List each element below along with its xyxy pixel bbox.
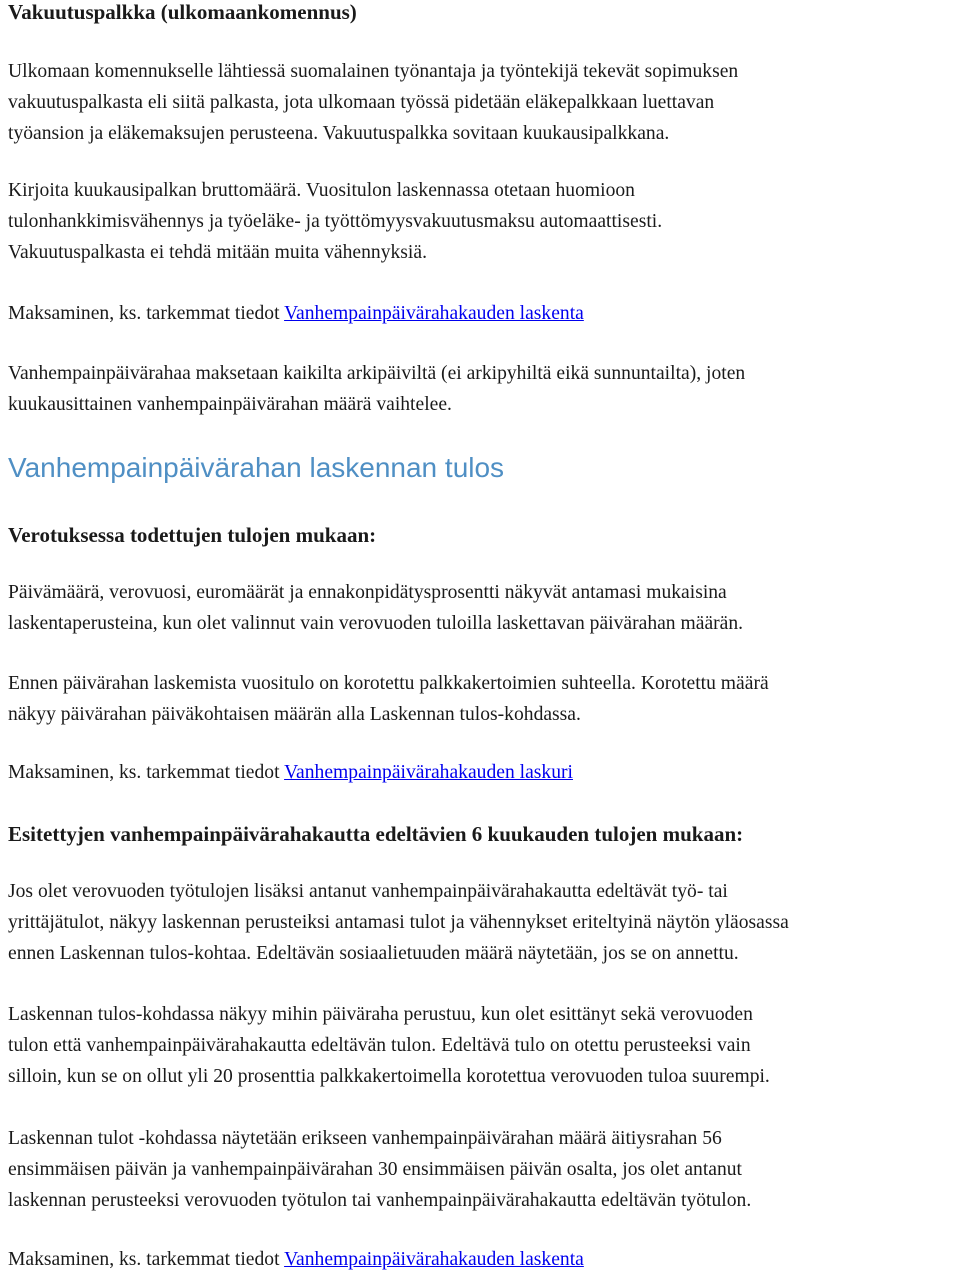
text-line: Vakuutuspalkasta ei tehdä mitään muita vähennyksiä. [8, 242, 427, 264]
text-line: Ulkomaan komennukselle lähtiessä suomalainen työnantaja ja työntekijä tekevät sopimuksen [8, 61, 739, 82]
text-line: työansion ja eläkemaksujen perusteena. Vakuutuspalkka sovitaan kuukausipalkkana. [8, 123, 670, 145]
text-line: laskentaperusteina, kun olet valinnut vain verovuoden tuloilla laskettavan päivärahan määrän. [8, 613, 744, 635]
calculation-link[interactable]: Vanhempainpäivärahakauden laskenta [284, 1249, 584, 1270]
text-line: ensimmäisen päivän ja vanhempainpäivärahan 30 ensimmäisen päivän osalta, jos olet antanut [8, 1159, 743, 1181]
text-line: yrittäjätulot, näkyy laskennan perusteiksi antamasi tulot ja vähennykset eriteltyinä näytön yläosassa [8, 912, 789, 934]
text-line: Laskennan tulot -kohdassa näytetään erikseen vanhempainpäivärahan määrä äitiysrahan 56 [8, 1128, 722, 1149]
more-info-prefix: Maksaminen, ks. tarkemmat tiedot [8, 303, 285, 324]
tax-paragraph [8, 577, 743, 639]
subheading-six-months: Esitettyjen vanhempainpäivärahakautta edeltävien 6 kuukauden tulojen mukaan: [8, 822, 744, 846]
subheading-tax: Verotuksessa todettujen tulojen mukaan: [8, 523, 377, 547]
text-line: Laskennan tulos-kohdassa näkyy mihin päiväraha perustuu, kun olet esittänyt sekä verovuoden [8, 1004, 753, 1025]
text-line: Jos olet verovuoden työtulojen lisäksi antanut vanhempainpäivärahakautta edeltävät työ- tai [8, 881, 728, 902]
payment-paragraph [8, 358, 745, 420]
text-line: Kirjoita kuukausipalkan bruttomäärä. Vuositulon laskennassa otetaan huomioon [8, 180, 635, 201]
previous-income-paragraph [8, 876, 789, 970]
text-line: kuukausittainen vanhempainpäivärahan määrä vaihtelee. [8, 394, 452, 416]
instruction-paragraph [8, 175, 662, 269]
text-line: silloin, kun se on ollut yli 20 prosenttia palkkakertoimella korotettua verovuoden tuloa suurempi. [8, 1066, 770, 1088]
intro-paragraph [8, 56, 738, 150]
coefficient-paragraph [8, 668, 769, 730]
text-line: Vanhempainpäivärahaa maksetaan kaikilta arkipäiviltä (ei arkipyhiltä eikä sunnuntailta), joten [8, 363, 746, 384]
calculation-link[interactable]: Vanhempainpäivärahakauden laskenta [284, 303, 584, 324]
more-info-line [8, 757, 573, 788]
text-line: laskennan perusteeksi verovuoden työtulon tai vanhempainpäivärahakautta edeltävän työtulon. [8, 1190, 752, 1212]
text-line: Päivämäärä, verovuosi, euromäärät ja ennakonpidätysprosentti näkyvät antamasi mukaisina [8, 582, 727, 603]
more-info-line [8, 1244, 584, 1275]
result-basis-paragraph [8, 999, 770, 1093]
text-line: näkyy päivärahan päiväkohtaisen määrän alla Laskennan tulos-kohdassa. [8, 704, 581, 726]
text-line: Ennen päivärahan laskemista vuositulo on korotettu palkkakertoimien suhteella. Korotettu määrä [8, 673, 769, 694]
text-line: tulon että vanhempainpäivärahakautta edeltävän tulon. Edeltävä tulo on otettu perusteeksi vain [8, 1035, 751, 1057]
calculator-link[interactable]: Vanhempainpäivärahakauden laskuri [284, 762, 573, 783]
more-info-prefix: Maksaminen, ks. tarkemmat tiedot [8, 1249, 285, 1270]
result-amounts-paragraph [8, 1123, 751, 1217]
more-info-prefix: Maksaminen, ks. tarkemmat tiedot [8, 762, 285, 783]
more-info-line [8, 298, 584, 329]
text-line: tulonhankkimisvähennys ja työeläke- ja työttömyysvakuutusmaksu automaattisesti. [8, 211, 663, 233]
page-title: Vakuutuspalkka (ulkomaankomennus) [8, 0, 357, 24]
text-line: ennen Laskennan tulos-kohtaa. Edeltävän sosiaalietuuden määrä näytetään, jos se on annettu. [8, 943, 739, 965]
text-line: vakuutuspalkasta eli siitä palkasta, jota ulkomaan työssä pidetään eläkepalkkaan luettavan [8, 92, 715, 114]
section-heading: Vanhempainpäivärahan laskennan tulos [8, 452, 505, 483]
